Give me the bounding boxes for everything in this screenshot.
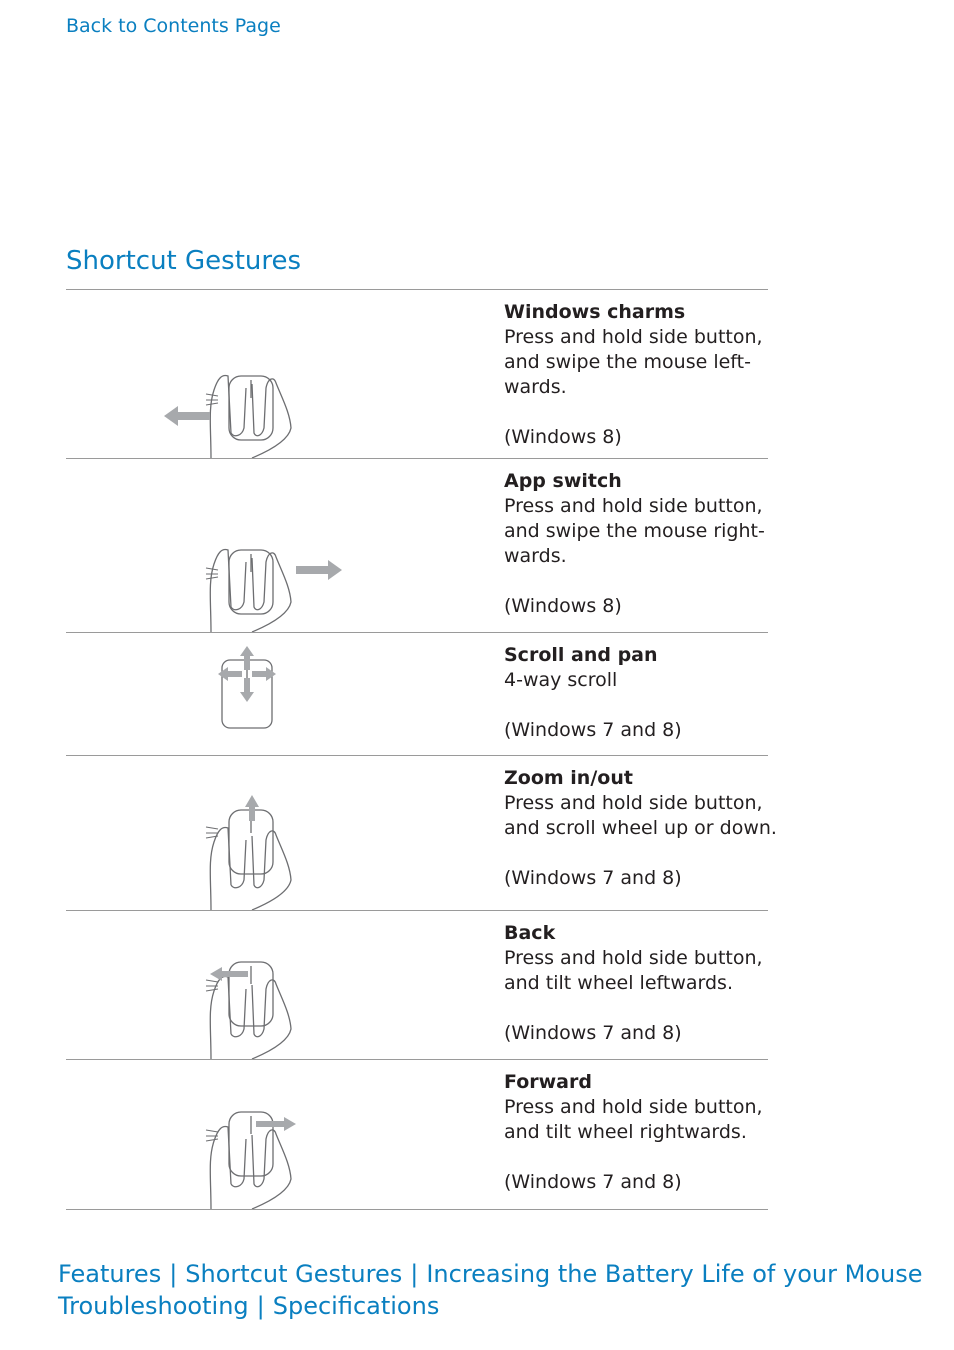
back-to-contents-link[interactable]: Back to Contents Page [66, 15, 281, 37]
hand-mouse-tilt-right-icon [156, 1060, 456, 1209]
gesture-text [504, 469, 794, 619]
gesture-os: (Windows 8) [504, 426, 622, 448]
gesture-text [504, 1070, 794, 1195]
gesture-description: Press and hold side button, and tilt wheel rightwards. [504, 1096, 763, 1143]
gesture-row-scroll-and-pan [66, 633, 768, 756]
gesture-name: Back [504, 922, 556, 944]
gesture-row-zoom [66, 756, 777, 911]
footer-link-specifications[interactable]: Specifications [272, 1292, 440, 1320]
gesture-table [66, 289, 777, 1210]
gesture-description: Press and hold side button, and scroll wheel up or down. [504, 792, 777, 839]
gesture-description: 4-way scroll [504, 669, 618, 691]
gesture-text [504, 643, 794, 743]
footer-link-shortcut-gestures[interactable]: Shortcut Gestures [185, 1260, 403, 1288]
gesture-description: Press and hold side button, and swipe the mouse left- wards. [504, 326, 763, 398]
gesture-os: (Windows 8) [504, 595, 622, 617]
footer-link-features[interactable]: Features [58, 1260, 162, 1288]
hand-mouse-scroll-up-icon [156, 756, 456, 910]
footer-nav [58, 1258, 938, 1322]
footer-link-troubleshooting[interactable]: Troubleshooting [58, 1292, 249, 1320]
gesture-row-windows-charms [66, 290, 768, 459]
gesture-os: (Windows 7 and 8) [504, 867, 682, 889]
gesture-name: Forward [504, 1071, 592, 1093]
footer-separator: | [169, 1260, 178, 1288]
gesture-row-back [66, 911, 768, 1060]
gesture-text [504, 300, 794, 450]
gesture-text [504, 766, 794, 891]
hand-mouse-swipe-right-icon [156, 459, 456, 632]
hand-mouse-tilt-left-icon [156, 911, 456, 1059]
gesture-row-forward [66, 1060, 768, 1210]
gesture-description: Press and hold side button, and tilt wheel leftwards. [504, 947, 763, 994]
gesture-name: App switch [504, 470, 622, 492]
gesture-os: (Windows 7 and 8) [504, 1171, 682, 1193]
hand-mouse-swipe-left-icon [156, 290, 456, 458]
section-title: Shortcut Gestures [66, 246, 302, 276]
footer-separator: | [256, 1292, 265, 1320]
gesture-row-app-switch [66, 459, 768, 633]
gesture-os: (Windows 7 and 8) [504, 1022, 682, 1044]
footer-link-battery-life[interactable]: Increasing the Battery Life of your Mouse [426, 1260, 923, 1288]
gesture-os: (Windows 7 and 8) [504, 719, 682, 741]
gesture-name: Windows charms [504, 301, 686, 323]
footer-separator: | [410, 1260, 419, 1288]
gesture-name: Zoom in/out [504, 767, 633, 789]
gesture-description: Press and hold side button, and swipe the mouse right- wards. [504, 495, 765, 567]
gesture-name: Scroll and pan [504, 644, 658, 666]
gesture-text [504, 921, 794, 1046]
mouse-four-way-scroll-icon [156, 633, 456, 755]
